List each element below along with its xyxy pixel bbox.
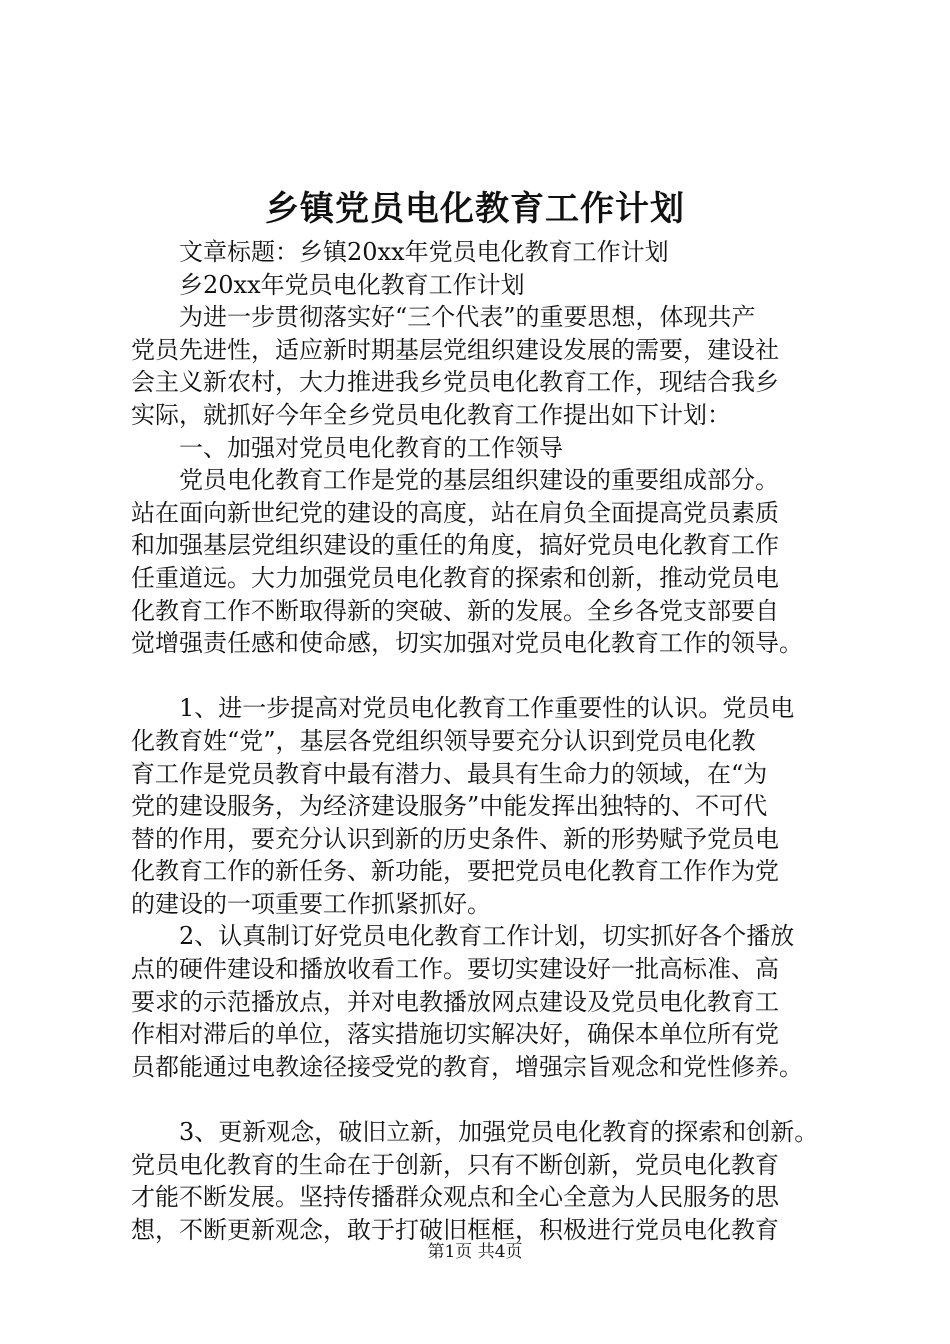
page-footer: 第1页 共4页 bbox=[427, 1242, 523, 1262]
blank-line bbox=[131, 1083, 861, 1116]
text-line: 点的硬件建设和播放收看工作。要切实建设好一批高标准、高 bbox=[131, 955, 779, 984]
text-line: 育工作是党员教育中最有潜力、最具有生命力的领域，在“为 bbox=[131, 759, 768, 788]
text-line: 化教育工作的新任务、新功能，要把党员电化教育工作作为党 bbox=[131, 857, 779, 886]
text-line: 一、加强对党员电化教育的工作领导 bbox=[179, 433, 563, 462]
text-line: 会主义新农村，大力推进我乡党员电化教育工作，现结合我乡 bbox=[131, 368, 779, 397]
text-line: 替的作用，要充分认识到新的历史条件、新的形势赋予党员电 bbox=[131, 824, 779, 853]
text-line: 党员电化教育的生命在于创新，只有不断创新，党员电化教育 bbox=[131, 1150, 779, 1179]
text-line: 为进一步贯彻落实好“三个代表”的重要思想，体现共产 bbox=[179, 303, 756, 332]
text-line: 化教育工作不断取得新的突破、新的发展。全乡各党支部要自 bbox=[131, 596, 779, 625]
text-line: 1、进一步提高对党员电化教育工作重要性的认识。党员电 bbox=[179, 694, 795, 723]
text-line: 觉增强责任感和使命感，切实加强对党员电化教育工作的领导。 bbox=[131, 629, 803, 658]
text-line: 党员电化教育工作是党的基层组织建设的重要组成部分。 bbox=[179, 466, 779, 495]
text-line: 实际，就抓好今年全乡党员电化教育工作提出如下计划： bbox=[131, 400, 731, 429]
text-line: 作相对滞后的单位，落实措施切实解决好，确保本单位所有党 bbox=[131, 1020, 779, 1049]
text-line: 才能不断发展。坚持传播群众观点和全心全意为人民服务的思 bbox=[131, 1183, 779, 1212]
text-line: 党员先进性，适应新时期基层党组织建设发展的需要，建设社 bbox=[131, 335, 779, 364]
document-body bbox=[131, 236, 861, 1246]
text-line: 要求的示范播放点，并对电教播放网点建设及党员电化教育工 bbox=[131, 987, 779, 1016]
text-line: 任重道远。大力加强党员电化教育的探索和创新，推动党员电 bbox=[131, 563, 779, 592]
text-line: 化教育姓“党”，基层各党组织领导要充分认识到党员电化教 bbox=[131, 726, 756, 755]
blank-line bbox=[131, 660, 861, 693]
text-line: 党的建设服务，为经济建设服务”中能发挥出独特的、不可代 bbox=[131, 792, 768, 821]
text-line: 文章标题：乡镇20xx年党员电化教育工作计划 bbox=[179, 238, 669, 266]
text-line: 3、更新观念，破旧立新，加强党员电化教育的探索和创新。 bbox=[179, 1118, 819, 1147]
text-line: 员都能通过电教途径接受党的教育，增强宗旨观念和党性修养。 bbox=[131, 1052, 803, 1081]
text-line: 和加强基层党组织建设的重任的角度，搞好党员电化教育工作 bbox=[131, 531, 779, 560]
text-line: 乡20xx年党员电化教育工作计划 bbox=[179, 270, 525, 299]
text-line: 的建设的一项重要工作抓紧抓好。 bbox=[131, 889, 491, 918]
text-line: 想，不断更新观念，敢于打破旧框框，积极进行党员电化教育 bbox=[131, 1215, 779, 1244]
document-title: 乡镇党员电化教育工作计划 bbox=[265, 189, 685, 229]
text-line: 2、认真制订好党员电化教育工作计划，切实抓好各个播放 bbox=[179, 922, 795, 951]
text-line: 站在面向新世纪党的建设的高度，站在肩负全面提高党员素质 bbox=[131, 498, 779, 527]
